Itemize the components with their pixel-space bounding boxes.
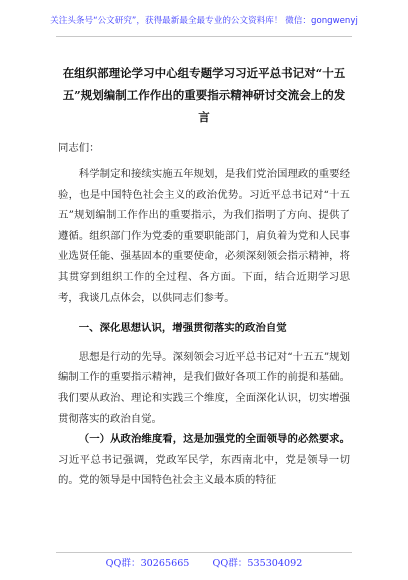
- subsection-1-body: 习近平总书记强调，党政军民学，东西南北中，党是领导一切的。党的领导是中国特色社会主义最本质的特征: [58, 453, 350, 487]
- paragraph-intro: 科学制定和接续实施五年规划，是我们党治国理政的重要经验，也是中国特色社会主义的政治优势。习近平总书记对“十五五”规划编制工作作出的重要指示，为我们指明了方向、提供了遵循。组织部门作为党委的重要职能部门，肩负着为党和人民事业选贤任能、强基固本的重要使命，必须深刻领会指示精神，将其贯穿到组织工作的全过程、各方面。下面，结合近期学习思考，我谈几点体会，以供同志们参考。: [58, 168, 350, 304]
- paragraph-section-1: 思想是行动的先导。深刻领会习近平总书记对“十五五”规划编制工作的重要指示精神，是我们做好各项工作的前提和基础。我们要从政治、理论和实践三个维度，全面深化认识，切实增强贯彻落实的政治自觉。: [58, 350, 350, 425]
- section-heading-1: 一、深化思想认识，增强贯彻落实的政治自觉: [78, 322, 287, 335]
- promo-header: 关注头条号“公文研究”，获得最新最全最专业的公文资料库！ 微信：gongwenyj: [50, 16, 358, 26]
- salutation: 同志们：: [58, 142, 100, 154]
- subsection-1-lead: （一）从政治维度看，这是加强党的全面领导的必然要求。: [78, 433, 350, 446]
- qq-group-2: QQ群：535304092: [212, 558, 303, 569]
- document-title: 在组织部理论学习中心组专题学习习近平总书记对“十五五”规划编制工作作出的重要指示精神研讨交流会上的发言: [62, 66, 346, 124]
- footer-divider: [56, 552, 352, 553]
- subsection-1: [58, 429, 350, 491]
- header-divider: [56, 36, 352, 37]
- qq-footer: [0, 555, 408, 569]
- document-body: [58, 62, 350, 491]
- qq-group-1: QQ群：30265665: [105, 558, 190, 569]
